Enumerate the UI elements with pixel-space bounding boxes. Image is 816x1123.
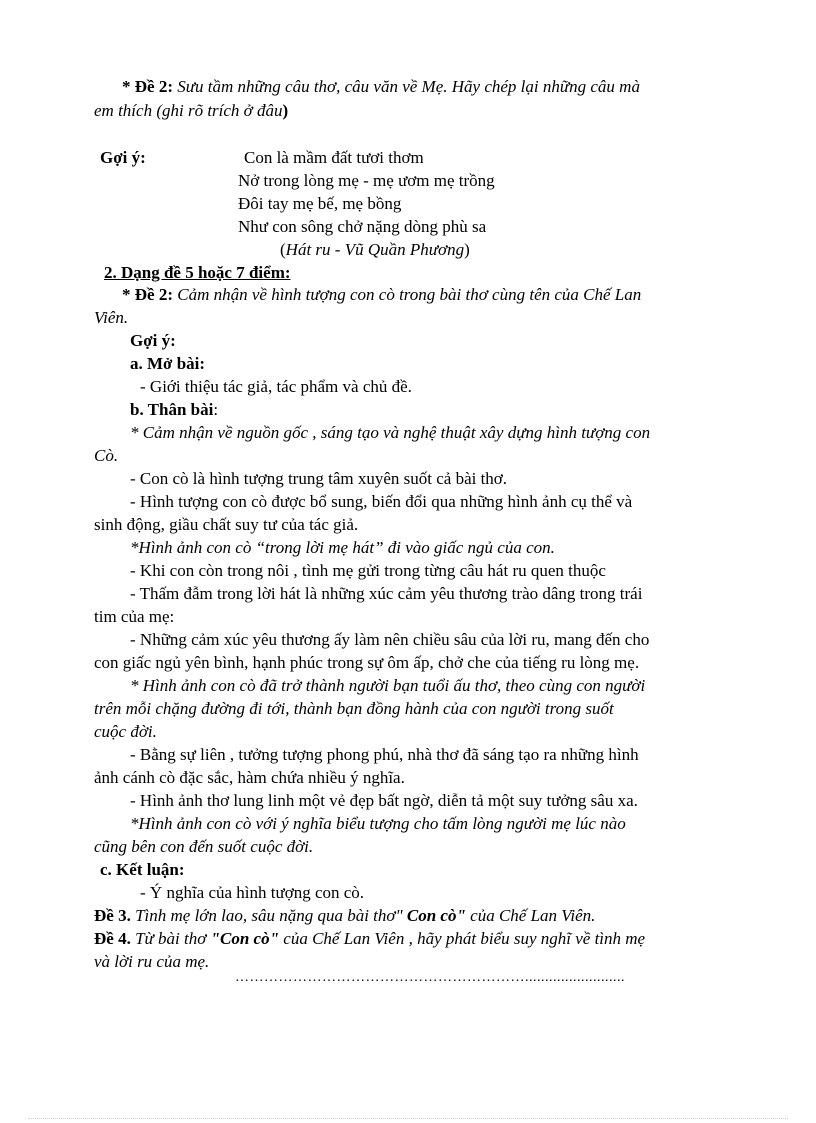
page-bottom-rule xyxy=(28,1118,788,1119)
question-text: Cảm nhận về hình tượng con cò trong bài thơ cùng tên của Chế Lan xyxy=(172,285,642,304)
part-b-title: b. Thân bài xyxy=(130,400,214,419)
question-text: Sưu tầm những câu thơ, câu văn về Mẹ. Hãy chép lại những câu mà xyxy=(172,77,640,96)
poem-citation: (Hát ru - Vũ Quần Phương) xyxy=(280,240,470,259)
poem-line: Con là mầm đất tươi thơm xyxy=(244,148,424,167)
part-b-point-cont: trên mỗi chặng đường đi tới, thành bạn đồng hành của con người trong suốt xyxy=(94,699,614,718)
close-paren: ) xyxy=(282,101,289,120)
question-3: Đề 3. Tình mẹ lớn lao, sâu nặng qua bài thơ" Con cò" của Chế Lan Viên. xyxy=(94,906,596,925)
part-a-title: a. Mở bài: xyxy=(130,354,206,373)
part-b-point: * Cảm nhận về nguồn gốc , sáng tạo và nghệ thuật xây dựng hình tượng con xyxy=(130,423,651,442)
citation-source: Hát ru - Vũ Quần Phương xyxy=(285,240,465,259)
part-b-item: - Thấm đẫm trong lời hát là những xúc cảm yêu thương trào dâng trong trái xyxy=(130,584,643,603)
part-b-point: *Hình ảnh con cò với ý nghĩa biểu tượng cho tấm lòng người mẹ lúc nào xyxy=(130,814,626,833)
question-text-cont: Viên. xyxy=(94,308,129,327)
part-b-item-cont: ảnh cánh cò đặc sắc, hàm chứa nhiều ý nghĩa. xyxy=(94,768,405,787)
poem-line: Nở trong lòng mẹ - mẹ ươm mẹ trồng xyxy=(238,171,495,190)
part-b-point-cont: cũng bên con đến suốt cuộc đời. xyxy=(94,837,314,856)
question-4: Đề 4. Từ bài thơ "Con cò" của Chế Lan Viên , hãy phát biểu suy nghĩ về tình mẹ xyxy=(94,929,646,948)
question-label: Đề 4. xyxy=(94,929,131,948)
poem-line: Như con sông chở nặng dòng phù sa xyxy=(238,217,487,236)
part-b-item: - Hình tượng con cò được bổ sung, biến đổi qua những hình ảnh cụ thể và xyxy=(130,492,633,511)
question-2-collect-cont xyxy=(94,100,288,122)
hint-label: Gợi ý: xyxy=(100,148,146,167)
question-label: * Đề 2: xyxy=(122,77,173,96)
part-b-item: - Khi con còn trong nôi , tình mẹ gửi trong từng câu hát ru quen thuộc xyxy=(130,561,606,580)
part-b-item: - Những cảm xúc yêu thương ấy làm nên chiều sâu của lời ru, mang đến cho xyxy=(130,630,650,649)
part-c-title: c. Kết luận: xyxy=(100,860,185,879)
part-b-point-cont: cuộc đời. xyxy=(94,722,157,741)
part-b-item-cont: sinh động, giầu chất suy tư của tác giả. xyxy=(94,515,359,534)
part-c-item: - Ý nghĩa của hình tượng con cò. xyxy=(140,883,365,902)
question-label: * Đề 2: xyxy=(122,285,173,304)
question-text: em thích (ghi rõ trích ở đâu xyxy=(94,101,283,120)
part-b-title-row: b. Thân bài: xyxy=(130,400,219,419)
hint-label: Gợi ý: xyxy=(130,331,176,350)
part-b-item: - Bằng sự liên , tưởng tượng phong phú, nhà thơ đã sáng tạo ra những hình xyxy=(130,745,639,764)
poem-line: Đôi tay mẹ bế, mẹ bồng xyxy=(238,194,402,213)
section-title: 2. Dạng đề 5 hoặc 7 điểm: xyxy=(104,263,291,282)
question-2-collect xyxy=(122,76,640,98)
part-b-point: * Hình ảnh con cò đã trở thành người bạn tuổi ấu thơ, theo cùng con người xyxy=(130,676,646,695)
part-b-item-cont: con giấc ngủ yên bình, hạnh phúc trong sự ôm ấp, chở che của tiếng ru lòng mẹ. xyxy=(94,653,640,672)
question-4-cont: và lời ru của mẹ. xyxy=(94,952,210,971)
part-b-point: *Hình ảnh con cò “trong lời mẹ hát” đi vào giấc ngủ của con. xyxy=(130,538,555,557)
question-label: Đề 3. xyxy=(94,906,131,925)
part-b-item: - Hình ảnh thơ lung linh một vẻ đẹp bất ngờ, diễn tả một suy tưởng sâu xa. xyxy=(130,791,638,810)
part-b-item-cont: tim của mẹ: xyxy=(94,607,175,626)
dotted-divider: ……………………………………………………......................... xyxy=(235,970,625,985)
part-b-point-cont: Cò. xyxy=(94,446,119,465)
part-b-item: - Con cò là hình tượng trung tâm xuyên suốt cả bài thơ. xyxy=(130,469,508,488)
question-2-essay xyxy=(122,284,641,306)
part-a-item: - Giới thiệu tác giả, tác phẩm và chủ đề. xyxy=(140,377,412,396)
